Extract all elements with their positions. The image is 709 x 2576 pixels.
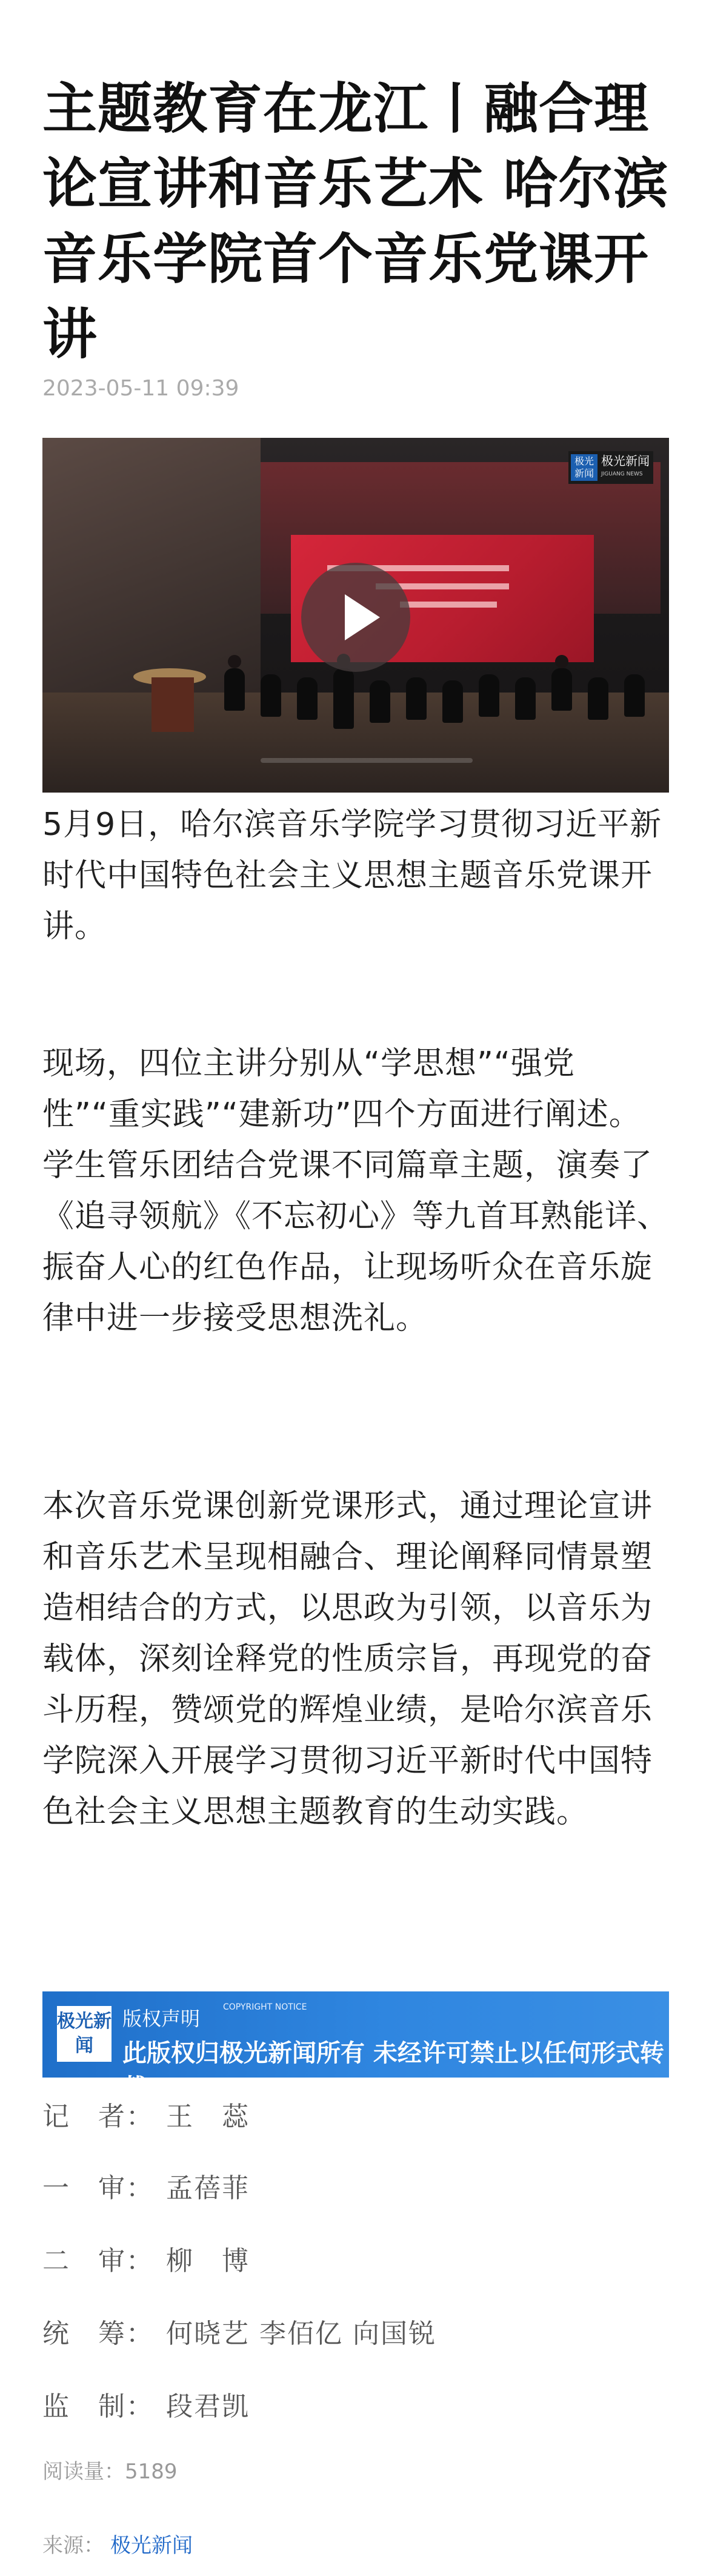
video-progress-bar[interactable] xyxy=(261,758,473,763)
credit-reporter: 记 者： 王 蕊 xyxy=(42,2101,250,2132)
article-title: 主题教育在龙江丨融合理论宣讲和音乐艺术 哈尔滨音乐学院首个音乐党课开讲 xyxy=(42,77,669,366)
video-frame-floor xyxy=(42,693,669,793)
paragraph-2: 现场，四位主讲分别从“学思想”“强党性”“重实践”“建新功”四个方面进行阐述。学生管乐团结合党课不同篇章主题，演奏了《追寻领航》《不忘初心》等九首耳熟能详、振奋人心的红色作品，让现场听众在音乐旋律中进一步接受思想洗礼。 xyxy=(42,1045,670,1337)
copyright-banner xyxy=(42,1991,669,2102)
credit-coordinator: 统 筹： 何晓艺 李佰亿 向国锐 xyxy=(42,2318,436,2349)
credit-producer: 监 制： 段君凯 xyxy=(42,2391,250,2422)
news-logo-badge: 极光新闻 极光新闻 JIGUANG NEWS xyxy=(568,451,653,484)
article-source: 来源： 极光新闻 xyxy=(42,2534,193,2558)
video-frame-wall xyxy=(42,438,261,693)
play-icon[interactable] xyxy=(301,563,410,672)
credit-first-review: 一 审： 孟蓓菲 xyxy=(42,2173,250,2204)
paragraph-1: 5月9日，哈尔滨音乐学院学习贯彻习近平新时代中国特色社会主义思想主题音乐党课开讲。 xyxy=(42,807,662,945)
source-link[interactable]: 极光新闻 xyxy=(110,2534,193,2558)
paragraph-3: 本次音乐党课创新党课形式，通过理论宣讲和音乐艺术呈现相融合、理论阐释同情景塑造相结合的方式，以思政为引领，以音乐为载体，深刻诠释党的性质宗旨，再现党的奋斗历程，赞颂党的辉煌业绩，是哈尔滨音乐学院深入开展学习贯彻习近平新时代中国特色社会主义思想主题教育的生动实践。 xyxy=(42,1488,653,1830)
aurora-news-logo: 极光新闻 xyxy=(571,454,597,481)
copyright-heading: 版权声明 xyxy=(122,2007,201,2030)
copyright-heading-en: COPYRIGHT NOTICE xyxy=(223,2002,307,2012)
read-count: 阅读量：5189 xyxy=(42,2460,178,2484)
copyright-text: 此版权归极光新闻所有 未经许可禁止以任何形式转载 xyxy=(122,2039,664,2102)
aurora-news-logo: 极光新闻 xyxy=(57,2006,112,2062)
podium xyxy=(151,677,194,732)
credit-second-review: 二 审： 柳 博 xyxy=(42,2246,250,2276)
publish-date: 2023-05-11 09:39 xyxy=(42,376,239,401)
video-player[interactable] xyxy=(42,438,669,793)
